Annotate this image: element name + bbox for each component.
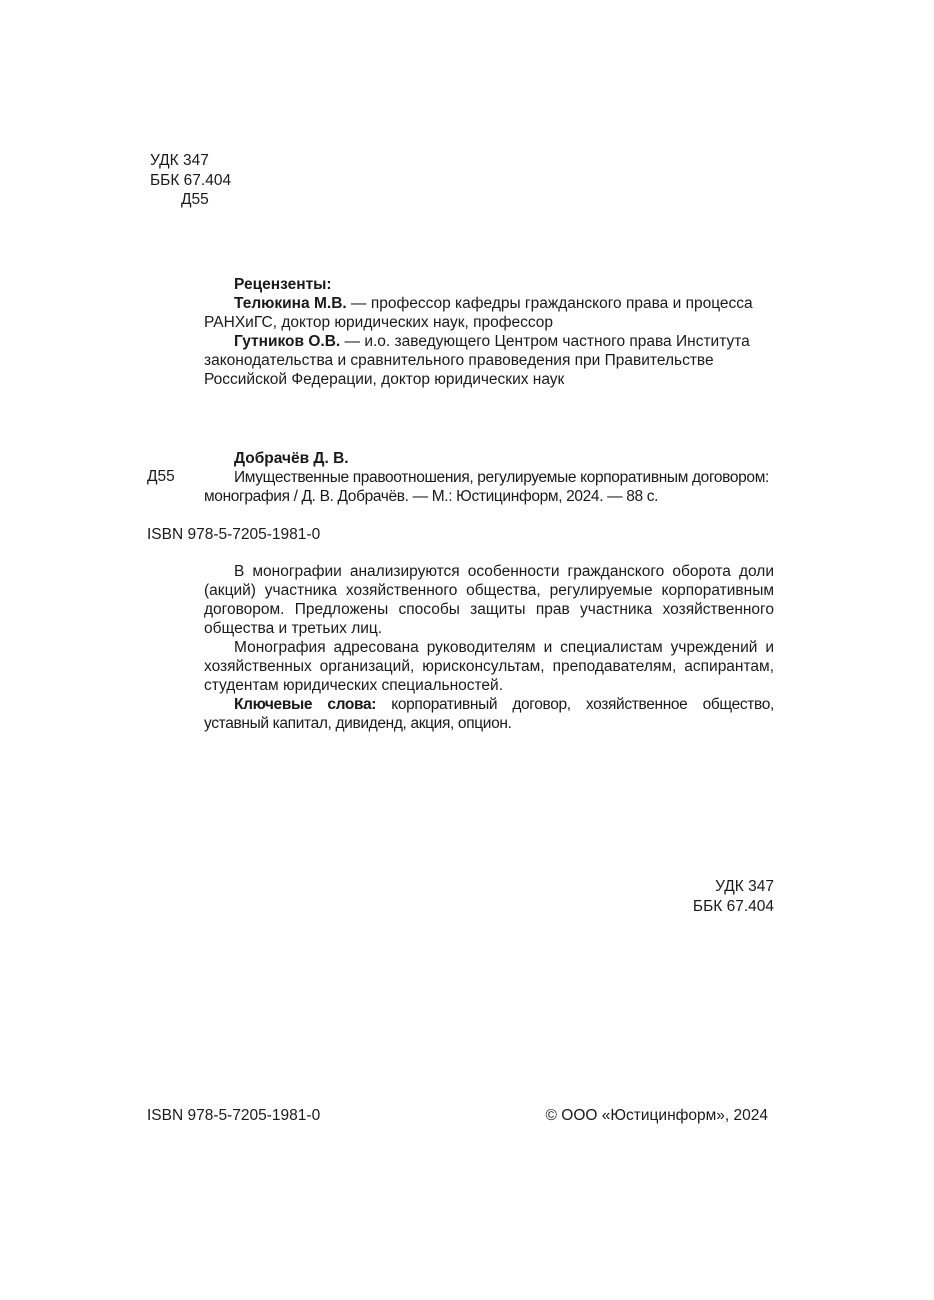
bib-isbn: ISBN 978-5-7205-1981-0: [147, 526, 321, 543]
bib-author-sign: Д55: [147, 468, 175, 485]
footer-isbn: ISBN 978-5-7205-1981-0: [147, 1107, 321, 1124]
bbk-code: ББК 67.404: [150, 172, 232, 189]
bibliographic-record: [204, 449, 774, 506]
udk-code: УДК 347: [150, 152, 209, 169]
abstract-paragraph-2: Монография адресована руководителям и специалистам учреждений и хозяйственных организаций, юрисконсультам, преподавателям, аспирантам, студентам юридических специальностей.: [204, 639, 774, 694]
keywords-list: корпоративный договор, хозяйственное общество, уставный капитал, дивиденд, акция, опцион.: [204, 696, 774, 732]
bib-description: Имущественные правоотношения, регулируемые корпоративным договором: монография / Д. В. Добрачёв. — М.: Юстицинформ, 2024. — 88 с.: [204, 469, 769, 505]
abstract-paragraph-1: В монографии анализируются особенности гражданского оборота доли (акций) участника хозяйственного общества, регулируемые корпоративным договором. Предложены способы защиты прав участника хозяйственного общества и третьих лиц.: [204, 563, 774, 637]
reviewers-block: [204, 275, 774, 389]
udk-code-right: УДК 347: [715, 878, 774, 895]
reviewer-2-name: Гутников О.В.: [234, 333, 341, 350]
reviewers-heading: Рецензенты:: [234, 276, 332, 293]
keywords-paragraph: [204, 695, 774, 733]
reviewer-2-details: — и.о. заведующего Центром частного права Института законодательства и сравнительного правоведения при Правительстве Российской Федерации, доктор юридических наук: [204, 333, 750, 388]
bib-author: Добрачёв Д. В.: [234, 450, 349, 467]
reviewer-1-details: — профессор кафедры гражданского права и процесса РАНХиГС, доктор юридических наук, профессор: [204, 295, 753, 331]
reviewer-1: [204, 294, 774, 332]
reviewer-1-name: Телюкина М.В.: [234, 295, 347, 312]
author-sign: Д55: [181, 191, 209, 208]
keywords-label: Ключевые слова:: [234, 696, 377, 713]
footer-copyright: © ООО «Юстицинформ», 2024: [545, 1107, 768, 1124]
bbk-code-right: ББК 67.404: [692, 898, 774, 915]
reviewer-2: [204, 332, 774, 389]
abstract-block: [204, 562, 774, 733]
